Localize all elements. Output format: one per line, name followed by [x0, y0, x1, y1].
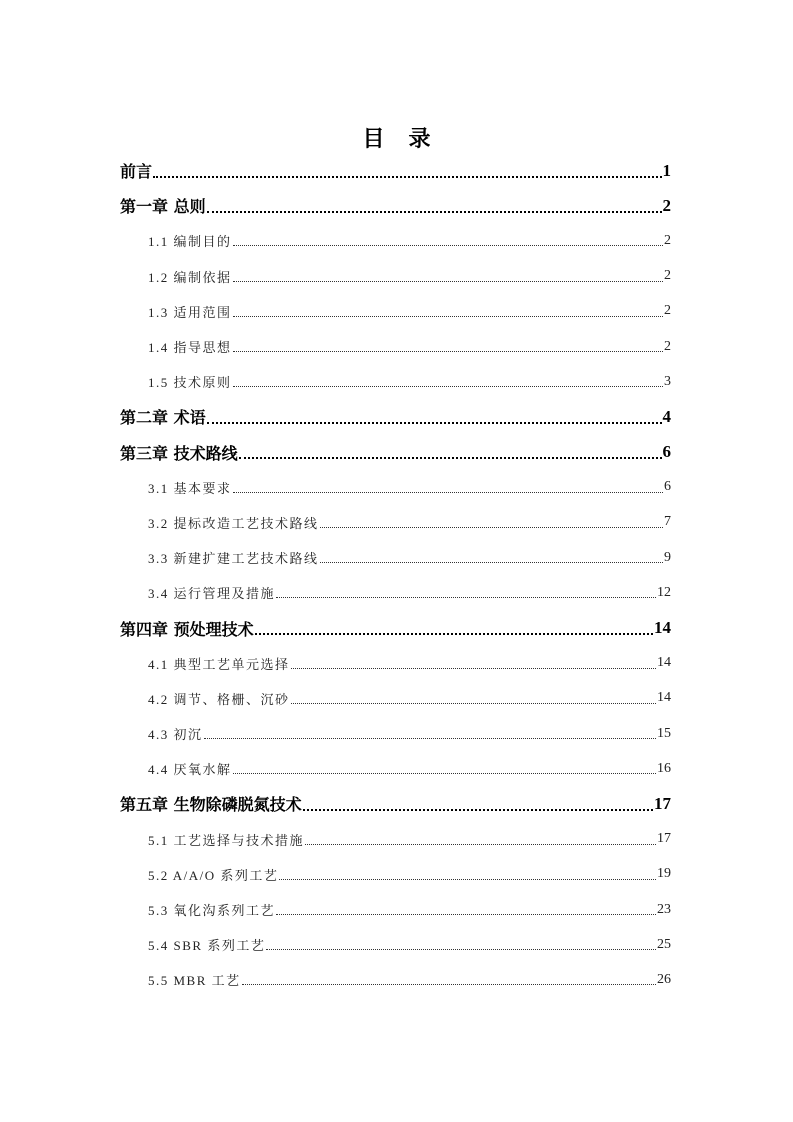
toc-entry-label: 4.4 厌氧水解 [148, 762, 232, 778]
toc-chapter-entry[interactable] [120, 153, 671, 188]
toc-entry-label: 5.2 A/A/O 系列工艺 [148, 867, 279, 883]
toc-entry-label: 第三章 技术路线 [120, 443, 238, 463]
toc-section-entry[interactable] [120, 857, 671, 892]
toc-entry-label: 5.4 SBR 系列工艺 [148, 938, 266, 954]
toc-page-number: 6 [662, 442, 671, 462]
toc-entry-label: 5.5 MBR 工艺 [148, 973, 241, 989]
toc-section-entry[interactable] [120, 505, 671, 540]
dot-leader [320, 562, 663, 563]
toc-entry-label: 3.2 提标改造工艺技术路线 [148, 515, 319, 531]
toc-page-number: 19 [657, 866, 671, 882]
toc-entry-label: 3.4 运行管理及措施 [148, 586, 276, 602]
toc-page-number: 3 [664, 373, 671, 389]
toc-page-number: 9 [664, 549, 671, 565]
dot-leader [233, 245, 663, 246]
toc-page-number: 14 [654, 618, 671, 638]
dot-leader [305, 844, 656, 845]
toc-entry-label: 5.1 工艺选择与技术措施 [148, 832, 305, 848]
toc-page-number: 2 [664, 303, 671, 319]
toc-page-number: 17 [657, 831, 671, 847]
toc-page-number: 26 [657, 971, 671, 987]
toc-section-entry[interactable] [120, 575, 671, 610]
toc-page-number: 25 [657, 936, 671, 952]
dot-leader [320, 527, 663, 528]
toc-section-entry[interactable] [120, 927, 671, 962]
toc-page-number: 17 [654, 793, 671, 813]
dot-leader [233, 316, 663, 317]
toc-entry-label: 第四章 预处理技术 [120, 619, 254, 639]
toc-entry-label: 1.1 编制目的 [148, 234, 232, 250]
toc-section-entry[interactable] [120, 364, 671, 399]
toc-section-entry[interactable] [120, 716, 671, 751]
toc-section-entry[interactable] [120, 822, 671, 857]
toc-section-entry[interactable] [120, 294, 671, 329]
dot-leader [276, 597, 656, 598]
toc-entry-label: 第一章 总则 [120, 197, 206, 217]
table-of-contents [120, 153, 671, 998]
toc-section-entry[interactable] [120, 259, 671, 294]
toc-page-number: 2 [664, 338, 671, 354]
dot-leader [207, 211, 662, 213]
dot-leader [239, 457, 662, 459]
dot-leader [255, 633, 653, 635]
toc-page-number: 15 [657, 725, 671, 741]
toc-page-number: 12 [657, 584, 671, 600]
dot-leader [266, 949, 656, 950]
toc-entry-label: 第五章 生物除磷脱氮技术 [120, 795, 302, 815]
toc-chapter-entry[interactable] [120, 188, 671, 223]
toc-chapter-entry[interactable] [120, 399, 671, 434]
toc-page-number: 2 [664, 268, 671, 284]
toc-page-number: 6 [664, 479, 671, 495]
dot-leader [233, 281, 663, 282]
toc-entry-label: 5.3 氧化沟系列工艺 [148, 903, 276, 919]
toc-entry-label: 1.2 编制依据 [148, 269, 232, 285]
toc-section-entry[interactable] [120, 540, 671, 575]
dot-leader [303, 809, 653, 811]
toc-page-number: 14 [657, 690, 671, 706]
toc-section-entry[interactable] [120, 892, 671, 927]
dot-leader [279, 879, 656, 880]
toc-page-number: 16 [657, 760, 671, 776]
dot-leader [204, 738, 656, 739]
toc-entry-label: 第二章 术语 [120, 408, 206, 428]
toc-entry-label: 4.2 调节、格栅、沉砂 [148, 691, 290, 707]
toc-page-number: 23 [657, 901, 671, 917]
toc-entry-label: 3.1 基本要求 [148, 480, 232, 496]
toc-chapter-entry[interactable] [120, 786, 671, 821]
toc-title: 目录 [362, 126, 455, 152]
toc-entry-label: 4.3 初沉 [148, 727, 203, 743]
dot-leader [276, 914, 656, 915]
dot-leader [242, 984, 656, 985]
toc-entry-label: 1.5 技术原则 [148, 375, 232, 391]
toc-page-number: 14 [657, 655, 671, 671]
toc-page-number: 2 [662, 195, 671, 215]
dot-leader [233, 773, 656, 774]
toc-section-entry[interactable] [120, 681, 671, 716]
toc-chapter-entry[interactable] [120, 610, 671, 645]
toc-page-number: 4 [662, 406, 671, 426]
dot-leader [233, 386, 663, 387]
dot-leader [207, 422, 662, 424]
toc-entry-label: 1.4 指导思想 [148, 340, 232, 356]
toc-section-entry[interactable] [120, 646, 671, 681]
dot-leader [233, 351, 663, 352]
toc-entry-label: 1.3 适用范围 [148, 304, 232, 320]
toc-page-number: 2 [664, 232, 671, 248]
toc-section-entry[interactable] [120, 962, 671, 997]
toc-page-number: 7 [664, 514, 671, 530]
toc-section-entry[interactable] [120, 470, 671, 505]
toc-entry-label: 前言 [120, 162, 153, 182]
toc-entry-label: 3.3 新建扩建工艺技术路线 [148, 551, 319, 567]
dot-leader [153, 176, 661, 178]
dot-leader [291, 668, 656, 669]
toc-section-entry[interactable] [120, 751, 671, 786]
toc-section-entry[interactable] [120, 329, 671, 364]
dot-leader [233, 492, 663, 493]
toc-chapter-entry[interactable] [120, 435, 671, 470]
toc-section-entry[interactable] [120, 223, 671, 258]
dot-leader [291, 703, 656, 704]
toc-page-number: 1 [662, 160, 671, 180]
toc-entry-label: 4.1 典型工艺单元选择 [148, 656, 290, 672]
